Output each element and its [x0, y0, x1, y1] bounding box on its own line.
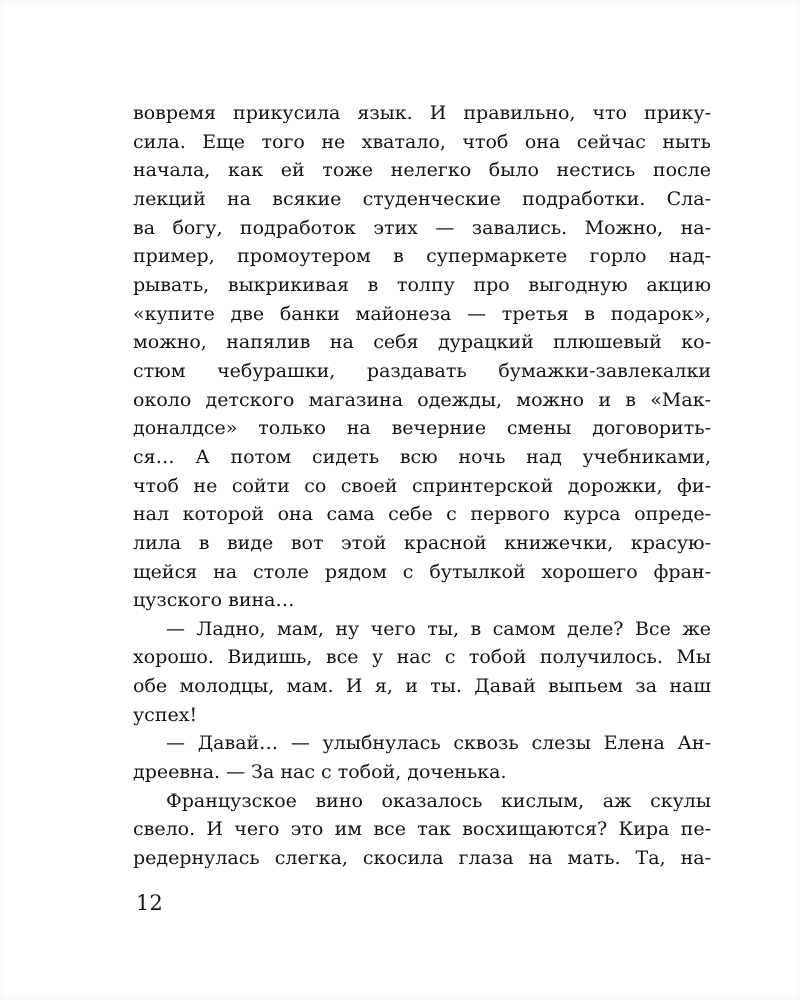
text-line: свело. И чего это им все так восхищаются? Кира пе-: [133, 818, 711, 841]
page-text: [133, 99, 711, 873]
paragraph: [133, 729, 711, 786]
text-line: редернулась слегка, скосила глаза на мать. Та, на-: [133, 847, 711, 870]
text-line: успех!: [133, 703, 198, 726]
text-line: можно, напялив на себя дурацкий плюшевый ко-: [133, 331, 711, 354]
text-line: около детского магазина одежды, можно и в «Мак-: [133, 388, 711, 411]
text-line: стюм чебурашки, раздавать бумажки-завлекалки: [133, 359, 711, 382]
text-line: — Давай… — улыбнулась сквозь слезы Елена Ан-: [166, 732, 711, 755]
text-line: нал которой она сама себе с первого курса опреде-: [133, 503, 711, 526]
paragraph: [133, 615, 711, 730]
text-line: цузского вина…: [133, 589, 295, 612]
text-line: пример, промоутером в супермаркете горло над-: [133, 245, 711, 268]
paragraph: [133, 99, 711, 615]
text-line: доналдсе» только на вечерние смены договорить-: [133, 417, 711, 440]
text-line: обе молодцы, мам. И я, и ты. Давай выпьем за наш: [133, 675, 711, 698]
text-line: вовремя прикусила язык. И правильно, что прику-: [133, 102, 711, 124]
text-line: хорошо. Видишь, все у нас с тобой получилось. Мы: [133, 646, 711, 669]
text-line: лила в виде вот этой красной книжечки, красую-: [133, 531, 711, 554]
text-line: рывать, выкрикивая в толпу про выгодную акцию: [133, 273, 711, 296]
text-line: чтоб не сойти со своей спринтерской дорожки, фи-: [133, 474, 711, 497]
text-line: ва богу, подработок этих — завались. Можно, на-: [133, 216, 711, 239]
text-line: начала, как ей тоже нелегко было нестись после: [133, 159, 711, 182]
text-line: лекций на всякие студенческие подработки. Сла-: [133, 187, 711, 210]
text-line: дреевна. — За нас с тобой, доченька.: [133, 761, 507, 784]
text-line: Французское вино оказалось кислым, аж скулы: [166, 789, 711, 812]
paragraph: [133, 787, 711, 873]
page-number: 12: [136, 891, 163, 915]
text-line: — Ладно, мам, ну чего ты, в самом деле? Все же: [166, 617, 711, 640]
text-line: «купите две банки майонеза — третья в подарок»,: [133, 302, 711, 325]
text-line: щейся на столе рядом с бутылкой хорошего фран-: [133, 560, 711, 583]
text-line: сила. Еще того не хватало, чтоб она сейчас ныть: [133, 130, 711, 153]
text-line: ся… А потом сидеть всю ночь над учебниками,: [133, 445, 711, 468]
